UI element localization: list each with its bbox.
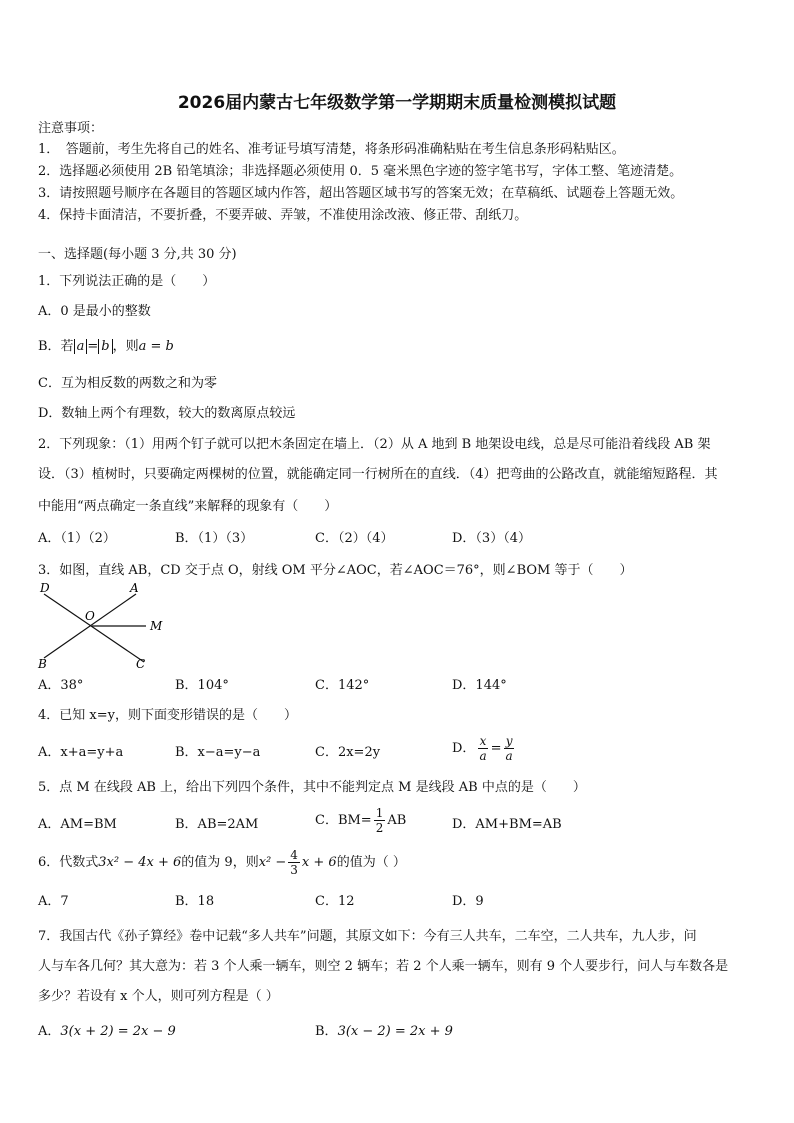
q2-line-3: 中能用“两点确定一条直线”来解释的现象有（ ） <box>38 499 338 514</box>
q1-b-abs-b: b <box>98 339 112 354</box>
q5-c-den: 2 <box>375 821 384 835</box>
label-m: M <box>150 619 163 633</box>
q2-option-a: A．（1）（2） <box>38 531 116 546</box>
q5-stem: 5．点 M 在线段 AB 上，给出下列四个条件，其中不能判定点 M 是线段 AB 中点的是（ ） <box>38 780 586 795</box>
q2-option-d: D．（3）（4） <box>452 531 531 546</box>
q6-expr-2-num: 4 <box>290 848 298 862</box>
q1-option-a: A．0 是最小的整数 <box>38 304 151 319</box>
q4-d-num-right: y <box>505 734 513 748</box>
line-dc <box>44 594 144 662</box>
q1-option-d: D．数轴上两个有理数，较大的数离原点较远 <box>38 406 296 421</box>
q2-option-b: B．（1）（3） <box>175 531 254 546</box>
notice-item-4: 4．保持卡面清洁，不要折叠，不要弄破、弄皱，不准使用涂改液、修正带、刮纸刀。 <box>38 208 528 223</box>
q6-option-c: C．12 <box>315 894 355 909</box>
notice-item-2: 2．选择题必须使用 2B 铅笔填涂；非选择题必须使用 0．5 毫米黑色字迹的签字笔书写，字体工整、笔迹清楚。 <box>38 164 683 179</box>
notice-item-1: 1． 答题前，考生先将自己的姓名、准考证号填写清楚，将条形码准确粘贴在考生信息条形码粘贴区。 <box>38 142 625 157</box>
q7-line-3: 多少？若设有 x 个人，则可列方程是（ ） <box>38 989 279 1004</box>
q7-line-2: 人与车各几何？其大意为：若 3 个人乘一辆车，则空 2 辆车；若 2 个人乘一辆车，则有 9 个人要步行，问人与车数各是 <box>38 959 729 974</box>
q7-a-prefix: A． <box>38 1024 61 1039</box>
q6-expr-2-right: x + 6 <box>301 855 337 870</box>
label-b: B <box>38 657 47 671</box>
q6-prefix: 6．代数式 <box>38 855 99 870</box>
q5-option-d: D．AM+BM=AB <box>452 817 562 832</box>
label-o: O <box>85 609 95 623</box>
page-title: 2026届内蒙古七年级数学第一学期期末质量检测模拟试题 <box>177 93 617 113</box>
section-heading: 一、选择题(每小题 3 分,共 30 分) <box>38 247 237 262</box>
q2-line-2: 设．（3）植树时，只要确定两棵树的位置，就能确定同一行树所在的直线．（4）把弯曲的公路改直，就能缩短路程．其 <box>38 467 718 482</box>
q3-figure <box>34 580 174 672</box>
q6-option-d: D．9 <box>452 894 484 909</box>
q6-option-b: B．18 <box>175 894 215 909</box>
q5-c-fraction <box>374 806 386 835</box>
label-a: A <box>130 581 139 595</box>
q4-d-prefix: D． <box>452 741 476 756</box>
q4-option-b: B．x−a=y−a <box>175 745 261 760</box>
q3-option-a: A．38° <box>38 678 84 693</box>
q1-option-b <box>38 338 174 356</box>
q6-mid: 的值为 9，则 <box>181 855 259 870</box>
q1-b-conclusion: a = b <box>138 339 174 354</box>
q4-option-d <box>452 734 517 763</box>
q5-option-c <box>315 806 406 835</box>
q6-suffix: 的值为（ ） <box>336 855 406 870</box>
q7-option-a <box>38 1023 176 1041</box>
q6-expr-1: 3x² − 4x + 6 <box>98 855 182 870</box>
q4-d-num-left: x <box>479 734 487 748</box>
q4-option-c: C．2x=2y <box>315 745 381 760</box>
q6-option-a: A．7 <box>38 894 69 909</box>
notice-item-3: 3．请按照题号顺序在各题目的答题区域内作答，超出答题区域书写的答案无效；在草稿纸、试题卷上答题无效。 <box>38 186 684 201</box>
q7-b-expr: 3(x − 2) = 2x + 9 <box>337 1024 453 1039</box>
q3-stem: 3．如图，直线 AB，CD 交于点 O，射线 OM 平分∠AOC，若∠AOC＝76°，则∠BOM 等于（ ） <box>38 563 633 578</box>
q6-expr-2-den: 3 <box>290 863 298 877</box>
q6-stem <box>38 848 406 877</box>
q7-line-1: 7．我国古代《孙子算经》卷中记载“多人共车”问题，其原文如下：今有三人共车，二车空，二人共车，九人步，问 <box>38 929 697 944</box>
q7-b-prefix: B． <box>315 1024 338 1039</box>
q4-stem: 4．已知 x=y，则下面变形错误的是（ ） <box>38 708 297 723</box>
q3-option-b: B．104° <box>175 678 229 693</box>
q1-b-abs-a: a <box>74 339 88 354</box>
q4-d-eq: = <box>490 741 502 756</box>
q1-b-eq: = <box>87 339 99 354</box>
q1-b-prefix: B．若 <box>38 339 74 354</box>
q1-b-mid: ，则 <box>112 339 139 354</box>
notice-heading: 注意事项： <box>38 121 104 136</box>
q2-line-1: 2．下列现象：（1）用两个钉子就可以把木条固定在墙上．（2）从 A 地到 B 地架设电线，总是尽可能沿着线段 AB 架 <box>38 437 711 452</box>
q5-c-suffix: AB <box>387 813 407 828</box>
q5-c-prefix: C．BM= <box>315 813 372 828</box>
q3-option-d: D．144° <box>452 678 507 693</box>
q7-option-b <box>315 1023 453 1041</box>
q1-stem: 1．下列说法正确的是（ ） <box>38 274 216 289</box>
q4-d-fraction-left <box>477 734 488 763</box>
q4-d-den-left: a <box>479 749 487 763</box>
q2-option-c: C．（2）（4） <box>315 531 394 546</box>
q6-expr-2-fraction <box>288 848 300 877</box>
q5-c-num: 1 <box>375 806 384 820</box>
q5-option-a: A．AM=BM <box>38 817 117 832</box>
q1-option-c: C．互为相反数的两数之和为零 <box>38 376 217 391</box>
q3-option-c: C．142° <box>315 678 370 693</box>
q4-d-den-right: a <box>505 749 513 763</box>
label-c: C <box>136 657 146 671</box>
q4-d-fraction-right <box>504 734 515 763</box>
q4-option-a: A．x+a=y+a <box>38 745 124 760</box>
q5-option-b: B．AB=2AM <box>175 817 259 832</box>
q7-a-expr: 3(x + 2) = 2x − 9 <box>60 1024 176 1039</box>
label-d: D <box>40 581 50 595</box>
q6-expr-2-left: x² − <box>258 855 287 870</box>
